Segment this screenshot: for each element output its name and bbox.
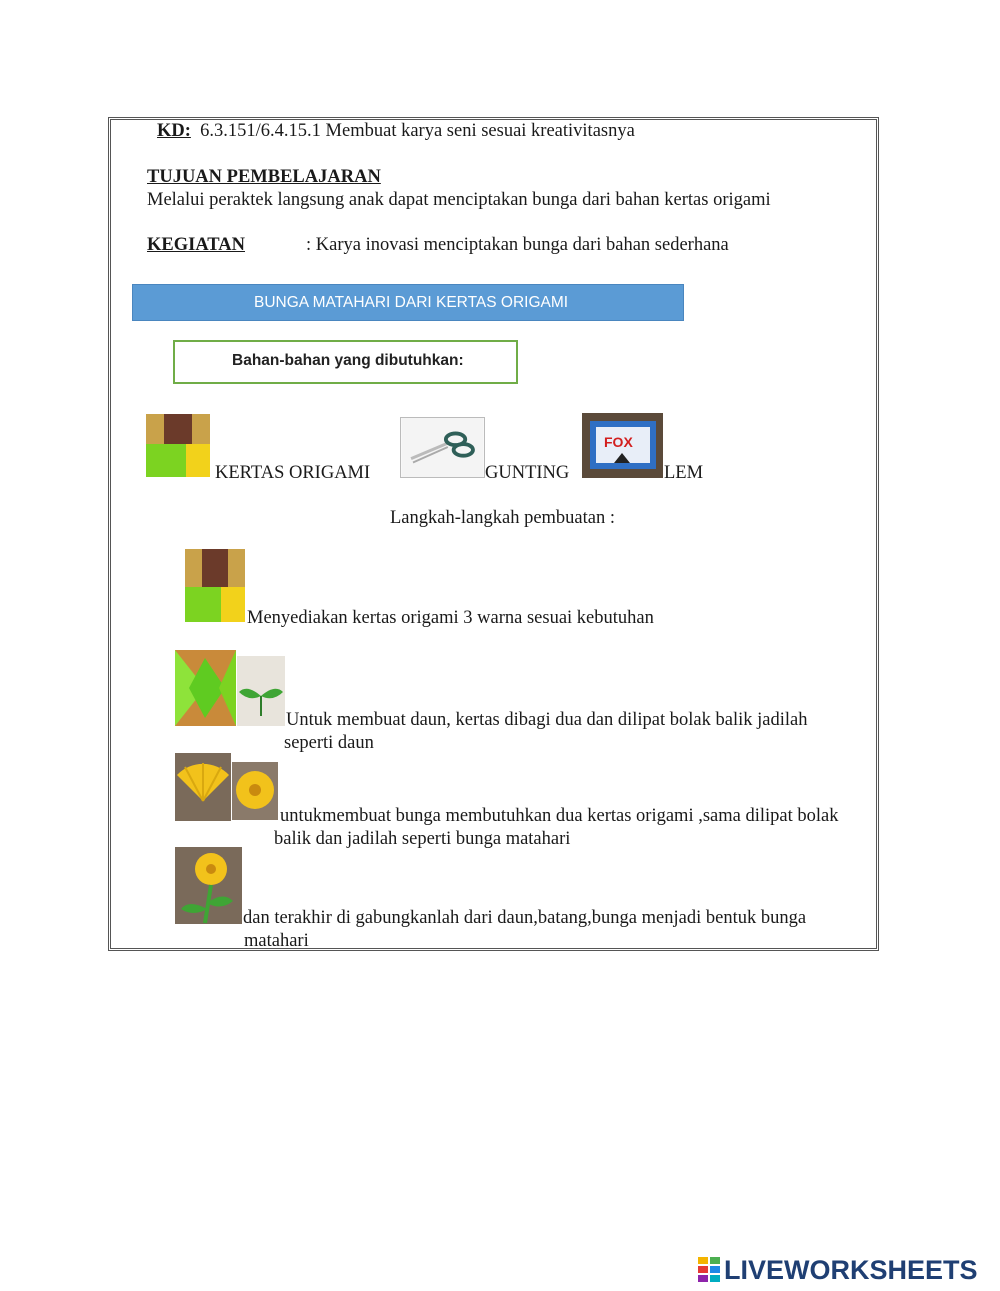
step1-text: Menyediakan kertas origami 3 warna sesuai kebutuhan — [247, 608, 654, 628]
step3-text-line1: untukmembuat bunga membutuhkan dua kertas origami ,sama dilipat bolak — [280, 806, 839, 826]
glue-icon — [582, 413, 663, 478]
title-banner: BUNGA MATAHARI DARI KERTAS ORIGAMI — [132, 284, 684, 321]
tujuan-heading: TUJUAN PEMBELAJARAN — [147, 167, 381, 187]
step3-text-line2: balik dan jadilah seperti bunga matahari — [274, 829, 571, 849]
step1-paper-icon — [185, 549, 245, 622]
step4-text-line2: matahari — [244, 931, 309, 951]
steps-heading: Langkah-langkah pembuatan : — [390, 508, 615, 528]
step3-fan-icon — [175, 753, 231, 821]
kd-label: KD: — [157, 121, 191, 141]
scissors-icon — [400, 417, 485, 478]
svg-text:FOX: FOX — [604, 434, 633, 450]
origami-paper-icon — [146, 414, 210, 477]
step4-sunflower-icon — [175, 847, 242, 924]
step2-fold-icon — [175, 650, 236, 726]
material-label-lem: LEM — [664, 463, 704, 483]
material-label-kertas: KERTAS ORIGAMI — [215, 463, 371, 483]
step2-text-line1: Untuk membuat daun, kertas dibagi dua dan dilipat bolak balik jadilah — [286, 710, 808, 730]
materials-heading-box: Bahan-bahan yang dibutuhkan: — [173, 340, 518, 384]
liveworksheets-logo — [698, 1255, 978, 1285]
liveworksheets-logo-text: LIVEWORKSHEETS — [724, 1254, 978, 1285]
kd-line — [157, 120, 635, 142]
kegiatan-label: KEGIATAN — [147, 235, 245, 255]
step2-leaves-icon — [237, 656, 285, 726]
step4-text-line1: dan terakhir di gabungkanlah dari daun,batang,bunga menjadi bentuk bunga — [243, 908, 807, 928]
liveworksheets-logo-icon — [698, 1257, 720, 1283]
tujuan-text: Melalui peraktek langsung anak dapat menciptakan bunga dari bahan kertas origami — [147, 190, 771, 210]
step2-text-line2: seperti daun — [284, 733, 374, 753]
material-label-gunting: GUNTING — [485, 463, 570, 483]
kegiatan-text: : Karya inovasi menciptakan bunga dari bahan sederhana — [306, 235, 729, 255]
kd-text: 6.3.151/6.4.15.1 Membuat karya seni sesuai kreativitasnya — [200, 121, 635, 141]
step3-flower-icon — [232, 762, 278, 820]
